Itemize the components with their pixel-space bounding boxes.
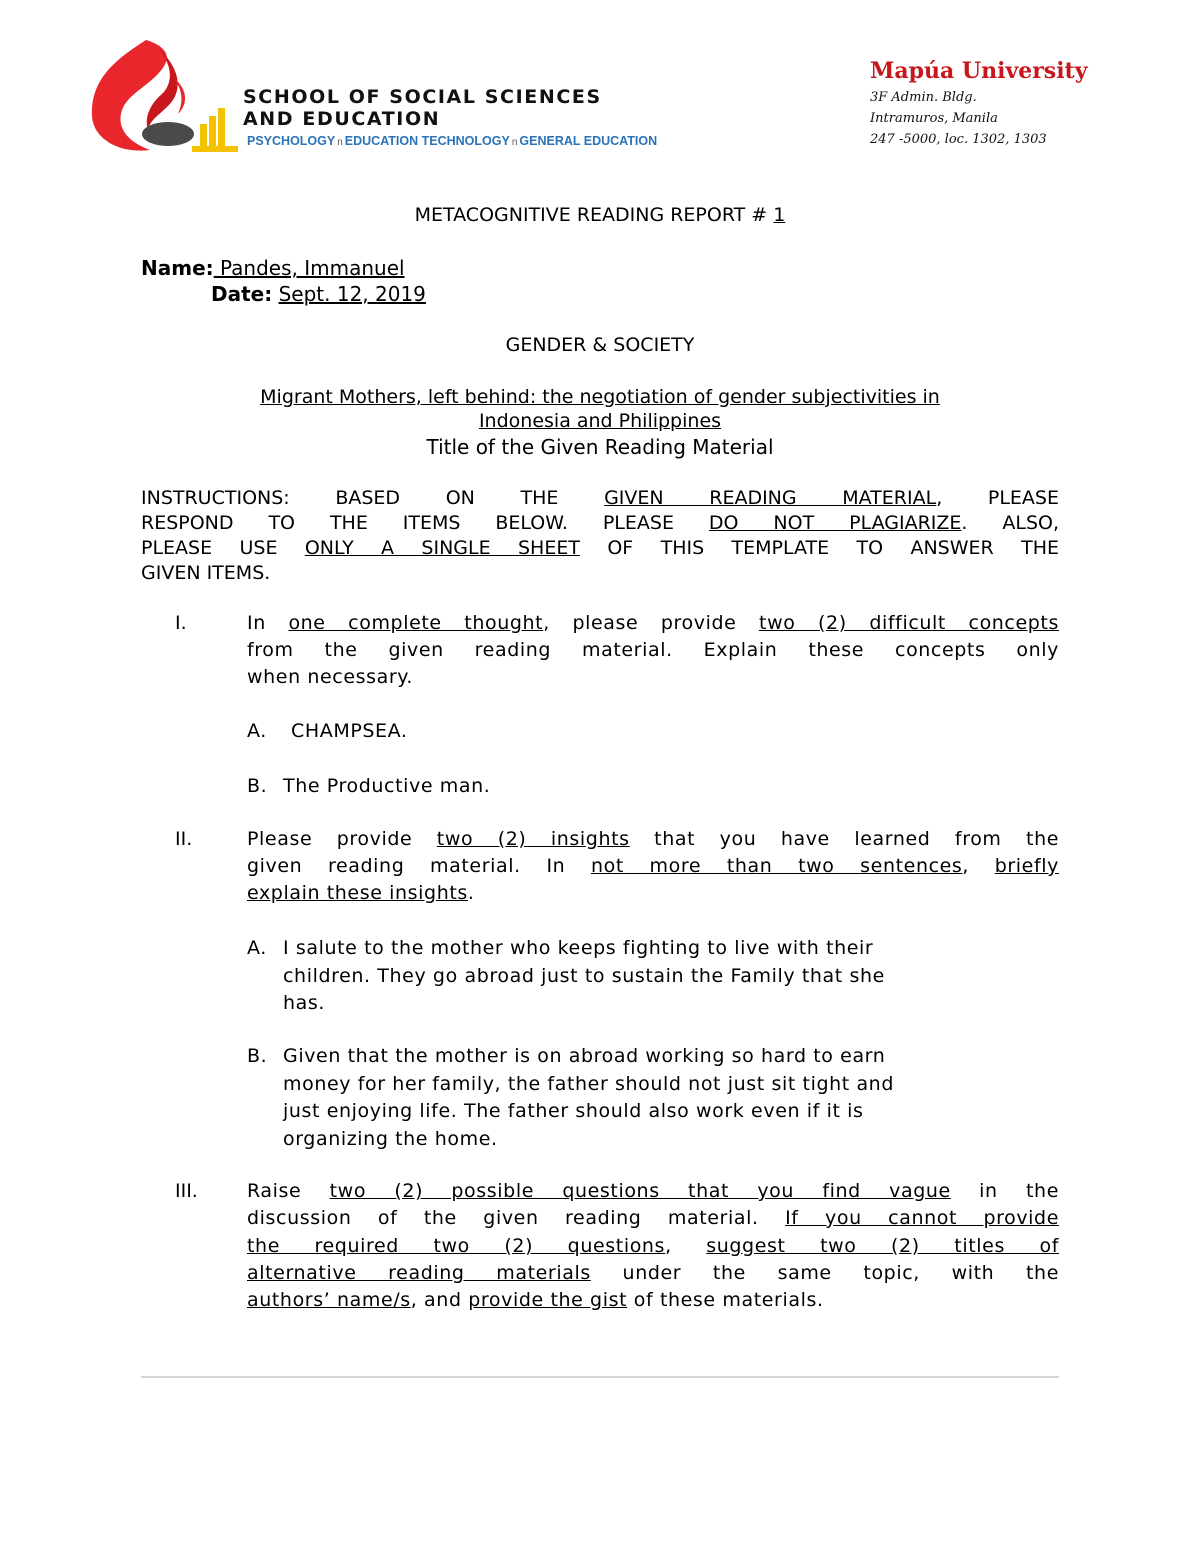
department-edtech: EDUCATION TECHNOLOGY [344,134,510,148]
logo-ellipse [142,122,194,146]
report-title-text: METACOGNITIVE READING REPORT # [414,204,774,226]
item-i-line3: when necessary. [247,666,414,688]
answer-line: money for her family, the father should not just sit tight and [283,1072,894,1095]
item-text: in the [950,1180,1059,1202]
item-text: of these materials. [627,1289,824,1311]
answer-line: Given that the mother is on abroad working so hard to earn [283,1045,886,1067]
school-name-line2: AND EDUCATION [243,108,441,130]
answer-label: B. [247,1045,268,1067]
course-title: GENDER & SOCIETY [505,334,695,356]
school-logo [88,38,238,158]
answer-line: just enjoying life. The father should also work even if it is [283,1100,864,1122]
item-text: under the same topic, with the [590,1262,1059,1284]
instructions-emphasis: GIVEN READING MATERIAL [604,487,937,509]
answer-line: I salute to the mother who keeps fighting to live with their [283,937,874,959]
date-value: Sept. 12, 2019 [278,282,426,306]
item-emphasis: suggest two (2) titles of [706,1235,1059,1257]
instructions-line4: GIVEN ITEMS. [141,562,271,584]
item-text: discussion of the given reading material. [247,1207,786,1229]
instructions-text: , PLEASE [936,487,1059,509]
answer-line: children. They go abroad just to sustain the Family that she [283,964,885,987]
item-i-line1 [247,610,1059,637]
answer-text: CHAMPSEA. [291,720,408,742]
instructions-text: . ALSO, [961,512,1060,534]
item-iii-line1 [247,1178,1059,1205]
instructions-line3 [141,536,1059,561]
instructions-emphasis: ONLY A SINGLE SHEET [304,537,580,559]
instructions-text: OF THIS TEMPLATE TO ANSWER THE [579,537,1059,559]
department-separator: n [511,137,518,148]
item-emphasis: two (2) possible questions that you find vague [329,1180,951,1202]
answer-text: The Productive man. [283,775,491,797]
instructions-text: RESPOND TO THE ITEMS BELOW. PLEASE [141,512,709,534]
address-line-3: 247 -5000, loc. 1302, 1303 [870,132,1047,147]
item-emphasis: explain these insights [247,882,468,904]
item-emphasis: two (2) insights [436,828,630,850]
item-ii-numeral: II. [175,828,193,850]
answer-line: has. [283,992,326,1014]
department-gened: GENERAL EDUCATION [519,134,658,148]
report-title [0,204,1200,226]
item-emphasis: alternative reading materials [247,1262,591,1284]
item-i-answer-a [247,718,408,745]
instructions-text: PLEASE USE [141,537,305,559]
item-text: , and [410,1289,469,1311]
item-iii-line2 [247,1205,1059,1232]
item-text: , [665,1235,707,1257]
answer-label: A. [247,720,267,742]
item-iii-line4 [247,1260,1059,1287]
report-number: 1 [773,204,786,226]
item-emphasis: If you cannot provide [785,1207,1059,1229]
answer-label: A. [247,937,267,959]
date-row [211,282,426,307]
item-text: . [467,882,475,904]
school-name-line1: SCHOOL OF SOCIAL SCIENCES [243,86,602,108]
name-label: Name: [141,256,214,280]
item-ii-answer-a [247,935,1037,1018]
item-text: , [962,855,995,877]
item-emphasis: the required two (2) questions [247,1235,666,1257]
item-emphasis: authors’ name/s [247,1289,411,1311]
item-emphasis: two (2) difficult concepts [759,612,1059,634]
answer-line: organizing the home. [283,1127,498,1150]
item-iii-line3 [247,1233,1059,1260]
department-separator: n [337,137,343,148]
date-label: Date: [211,282,273,306]
university-name: Mapúa University [870,58,1088,84]
item-emphasis: not more than two sentences [590,855,963,877]
instructions-text: INSTRUCTIONS: BASED ON THE [141,487,605,509]
item-ii-line3 [247,880,1059,907]
item-text: Please provide [247,828,437,850]
item-text: given reading material. In [247,855,591,877]
item-i-line2: from the given reading material. Explain these concepts only [247,639,1059,661]
footer-divider [141,1376,1059,1378]
name-row [141,256,405,281]
reading-title-line1: Migrant Mothers, left behind: the negotiation of gender subjectivities in [260,386,940,408]
address-line-2: Intramuros, Manila [870,111,998,126]
item-text: , please provide [543,612,760,634]
answer-label: B. [247,775,268,797]
instructions-emphasis: DO NOT PLAGIARIZE [708,512,962,534]
department-psychology: PSYCHOLOGY [247,134,336,148]
item-iii-numeral: III. [175,1180,198,1202]
reading-title-line2: Indonesia and Philippines [478,410,722,432]
item-ii-answer-b [247,1043,1037,1153]
item-ii-line1 [247,826,1059,853]
item-iii-line5 [247,1287,1059,1314]
item-emphasis: one complete thought [288,612,544,634]
name-value: Pandes, Immanuel [213,256,405,280]
reading-title-caption: Title of the Given Reading Material [426,435,774,459]
item-emphasis: provide the gist [468,1289,628,1311]
item-i-answer-b [247,773,490,800]
item-text: that you have learned from the [629,828,1059,850]
address-line-1: 3F Admin. Bldg. [870,90,977,105]
instructions-line1 [141,486,1059,511]
instructions-line2 [141,511,1059,536]
item-i-numeral: I. [175,612,187,634]
departments-line [247,134,657,148]
item-emphasis: briefly [994,855,1059,877]
item-text: In [247,612,289,634]
item-text: Raise [247,1180,330,1202]
item-ii-line2 [247,853,1059,880]
